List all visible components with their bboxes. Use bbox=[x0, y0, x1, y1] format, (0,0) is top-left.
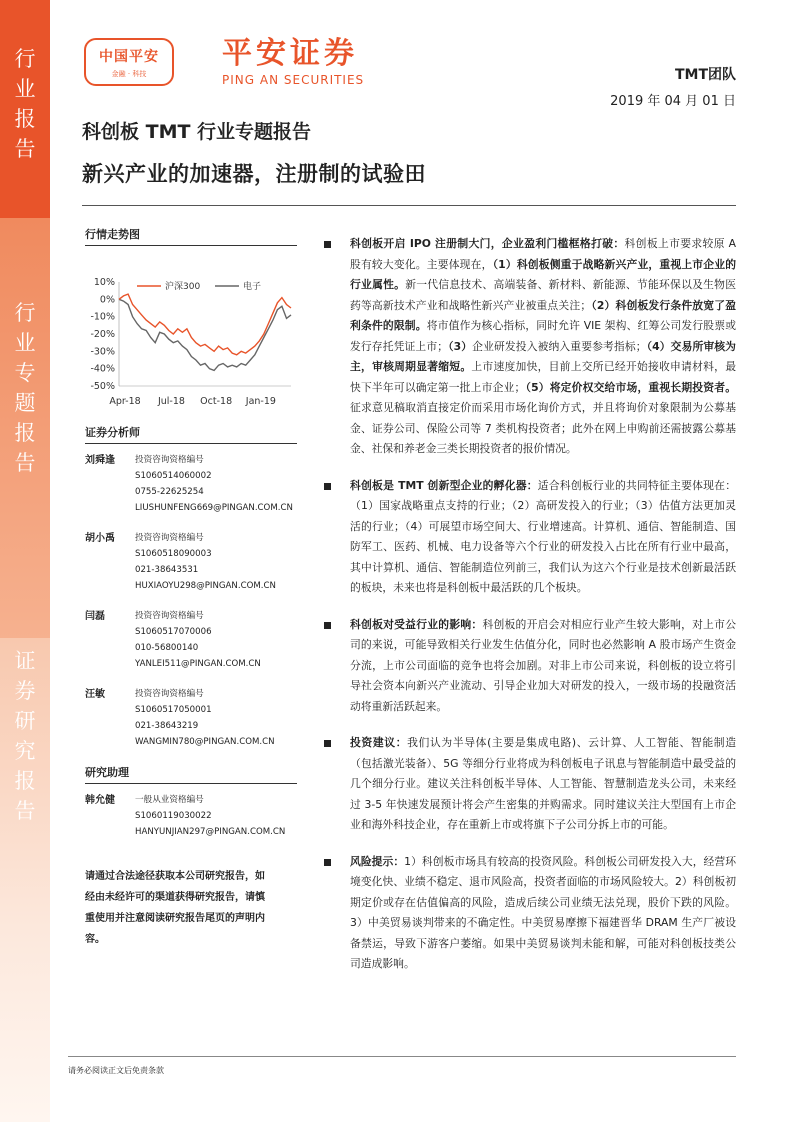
paragraph-emphasis: （3） bbox=[448, 339, 473, 353]
bullet-square-icon bbox=[324, 859, 331, 866]
chart-heading: 行情走势图 bbox=[85, 226, 297, 246]
paragraph-emphasis: （4）交易所审核为主，审核周期显著缩短。 bbox=[350, 339, 736, 373]
paragraph-text: 征求意见稿取消直接定价而采用市场化询价方式，并且将询价对象限制为公募基金、证券公司、保险公司等 7 类机构投资者；此外在网上申购前还需披露公募基金、社保和养老金三类长期投资者的报价情况。 bbox=[350, 401, 736, 455]
report-subtitle: 科创板 TMT 行业专题报告 bbox=[82, 121, 312, 143]
analyst-info-line[interactable]: HANYUNJIAN297@PINGAN.COM.CN bbox=[135, 827, 286, 837]
analyst-entry bbox=[85, 686, 297, 750]
logo1-text: 中国平安 bbox=[99, 48, 159, 65]
analyst-name: 胡小禹 bbox=[85, 533, 115, 544]
paragraph-emphasis: （5）将定价权交给市场，重视长期投资者。 bbox=[525, 380, 736, 394]
analyst-info bbox=[135, 530, 295, 594]
analyst-info-line: 一般从业资格编号 bbox=[135, 795, 204, 805]
logo2-subtext: PING AN SECURITIES bbox=[222, 73, 365, 87]
summary-paragraph bbox=[322, 852, 736, 975]
bullet-square-icon bbox=[324, 622, 331, 629]
analyst-info-line: S1060119030022 bbox=[135, 811, 212, 821]
series-line bbox=[119, 294, 291, 355]
assistant-heading: 研究助理 bbox=[85, 764, 297, 784]
bullet-square-icon bbox=[324, 740, 331, 747]
analyst-name: 闫磊 bbox=[85, 611, 105, 622]
analyst-info-line: 021-38643531 bbox=[135, 565, 199, 575]
trend-chart-svg bbox=[85, 246, 297, 416]
paragraph-emphasis: 投资建议： bbox=[350, 736, 408, 749]
paragraph-text: 科创板上市要求较原 A 股有较大变化。主要体现在， bbox=[350, 237, 737, 271]
paragraph-emphasis: 科创板对受益行业的影响： bbox=[350, 617, 483, 631]
logo1-subtext: 金融 · 科技 bbox=[111, 69, 147, 78]
x-tick-label: Jul-18 bbox=[157, 396, 185, 407]
analyst-info-line: 投资咨询资格编号 bbox=[135, 689, 204, 699]
y-tick-label: -20% bbox=[90, 329, 115, 340]
analyst-info-line[interactable]: LIUSHUNFENG669@PINGAN.COM.CN bbox=[135, 503, 293, 513]
analyst-info-line: S1060514060002 bbox=[135, 471, 212, 481]
analyst-info-line: 投资咨询资格编号 bbox=[135, 533, 204, 543]
paragraph-emphasis: （2）科创板发行条件放宽了盈利条件的限制。 bbox=[350, 298, 736, 332]
paragraph-text: 科创板的开启会对相应行业产生较大影响，对上市公司的来说，可能导致相关行业发生估值分化，同时也必然影响 A 股市场产生资金分流，上市公司面临的竞争也将会加剧。对非上市公司来说，科创板的设立将引导社会资本向新兴产业流动、引导企业加大对研发的投入，一级市场的投融资活动将重新活跃起来。 bbox=[350, 617, 737, 713]
paragraph-text: 适合科创板行业的共同特征主要体现在：（1）国家战略重点支持的行业；（2）高研发投入的行业；（3）估值方法更加灵活的行业；（4）可展望市场空间大、行业增速高。计算机、通信、智能制造、国防军工、医药、机械、电力设备等六个行业的研发投入占比在所有行业中最高，其中计算机、通信、智能制造位列前三，我们认为这六个行业是技术创新最活跃的板块，未来也将是科创板中最活跃的几个板块。 bbox=[350, 478, 737, 594]
analyst-entry bbox=[85, 792, 297, 840]
paragraph-text: 1）科创板市场具有较高的投资风险。科创板公司研发投入大，经营环境变化快、业绩不稳定、退市风险高，投资者面临的市场风险较大。2）科创板初期定价或存在估值偏高的风险，造成后续公司业绩无法兑现，股价下跌的风险。3）中美贸易谈判带来的不确定性。中美贸易摩擦下福建晋华 DRAM 生产厂被设备禁运，导致下游客户萎缩。如果中美贸易谈判未能和解，可能对科创板技类公司造成影响。 bbox=[350, 854, 737, 970]
analyst-info-line: S1060517050001 bbox=[135, 705, 212, 715]
analyst-info-line: 021-38643219 bbox=[135, 721, 199, 731]
analyst-info-line: 010-56800140 bbox=[135, 643, 199, 653]
analyst-info bbox=[135, 452, 295, 516]
analyst-name: 汪敏 bbox=[85, 689, 105, 700]
paragraph-text: 上市速度加快，目前上交所已经开始接收申请材料，最快下半年可以确定第一批上市企业； bbox=[350, 360, 736, 394]
side-label-1: 行业报告 bbox=[14, 47, 36, 161]
analyst-info-line: 投资咨询资格编号 bbox=[135, 455, 204, 465]
paragraph-emphasis: 科创板是 TMT 创新型企业的孵化器： bbox=[350, 478, 538, 492]
analyst-entry bbox=[85, 452, 297, 516]
disclaimer-notice: 请通过合法途径获取本公司研究报告，如经由未经许可的渠道获得研究报告，请慎重使用并注意阅读研究报告尾页的声明内容。 bbox=[85, 871, 265, 945]
header-divider bbox=[82, 205, 736, 206]
x-tick-label: Oct-18 bbox=[200, 396, 233, 407]
bullet-square-icon bbox=[324, 483, 331, 490]
side-label-3: 证券研究报告 bbox=[14, 649, 36, 823]
side-section-industry-report bbox=[0, 0, 50, 218]
side-section-special-report bbox=[0, 218, 50, 638]
y-tick-label: 0% bbox=[99, 294, 115, 306]
summary-paragraph bbox=[322, 615, 736, 718]
analyst-name: 刘舜逢 bbox=[85, 455, 115, 466]
paragraph-emphasis: （1）科创板侧重于战略新兴产业，重视上市企业的行业属性。 bbox=[350, 257, 736, 291]
left-column bbox=[85, 226, 297, 950]
analyst-info-line: 投资咨询资格编号 bbox=[135, 611, 204, 621]
paragraph-text: 新一代信息技术、高端装备、新材料、新能源、节能环保以及生物医药等高新技术产业和战略性新兴产业被重点关注； bbox=[350, 278, 737, 312]
analyst-info-line: S1060517070006 bbox=[135, 627, 212, 637]
y-tick-label: -10% bbox=[90, 311, 115, 323]
analyst-info bbox=[135, 608, 295, 672]
series-line bbox=[119, 299, 291, 370]
logo2-text: 平安证券 bbox=[222, 36, 358, 71]
bullet-square-icon bbox=[324, 241, 331, 248]
y-tick-label: -50% bbox=[90, 381, 115, 392]
analyst-entry bbox=[85, 530, 297, 594]
side-section-securities-research bbox=[0, 638, 50, 1122]
analyst-info bbox=[135, 792, 295, 840]
report-date: 2019 年 04 月 01 日 bbox=[610, 94, 736, 109]
analysts-heading: 证券分析师 bbox=[85, 424, 297, 444]
summary-paragraph bbox=[322, 476, 736, 599]
analyst-name: 韩允健 bbox=[85, 795, 115, 806]
team-name: TMT团队 bbox=[674, 67, 736, 83]
footer-divider bbox=[68, 1056, 736, 1057]
x-tick-label: Jan-19 bbox=[245, 396, 276, 407]
summary-paragraph bbox=[322, 733, 736, 836]
analyst-info-line: S1060518090003 bbox=[135, 549, 212, 559]
y-tick-label: 10% bbox=[93, 277, 115, 288]
side-bar bbox=[0, 0, 50, 1122]
x-tick-label: Apr-18 bbox=[109, 396, 141, 407]
market-trend-chart bbox=[85, 246, 297, 416]
paragraph-emphasis: 科创板开启 IPO 注册制大门，企业盈利门槛框格打破： bbox=[350, 237, 625, 250]
summary-column bbox=[322, 234, 736, 991]
y-tick-label: -30% bbox=[90, 346, 115, 358]
analyst-info-line[interactable]: YANLEI511@PINGAN.COM.CN bbox=[135, 659, 261, 669]
analyst-list bbox=[85, 452, 297, 750]
report-title: 新兴产业的加速器，注册制的试验田 bbox=[82, 162, 426, 186]
analyst-info-line[interactable]: HUXIAOYU298@PINGAN.COM.CN bbox=[135, 581, 276, 591]
footer-text: 请务必阅读正文后免责条款 bbox=[68, 1066, 164, 1075]
analyst-info bbox=[135, 686, 295, 750]
analyst-info-line[interactable]: WANGMIN780@PINGAN.COM.CN bbox=[135, 737, 275, 747]
ping-an-group-logo bbox=[84, 38, 174, 86]
paragraph-text: 将市值作为核心指标，同时允许 VIE 架构、红筹公司发行股票或发行存托凭证上市； bbox=[350, 319, 736, 353]
assistant-list bbox=[85, 792, 297, 840]
legend-label: 电子 bbox=[243, 282, 262, 292]
ping-an-securities-logo bbox=[222, 36, 364, 87]
legend-label: 沪深300 bbox=[165, 282, 201, 292]
analyst-entry bbox=[85, 608, 297, 672]
side-label-2: 行业专题报告 bbox=[14, 301, 36, 475]
analyst-info-line: 0755-22625254 bbox=[135, 487, 204, 497]
y-tick-label: -40% bbox=[90, 363, 115, 375]
paragraph-text: 我们认为半导体(主要是集成电路)、云计算、人工智能、智能制造（包括激光装备）、5G 等细分行业将成为科创板电子讯息与智能制造中最受益的几个细分行业。建议关注科创板半导体、人工智能、智慧制造龙头公司，未来经过 3-5 年快速发展预计将会产生密集的并购需求。同时建议关注大型国有上市企业和海外科技企业，存在重新上市或将旗下子公司分拆上市的可能。 bbox=[350, 736, 736, 831]
paragraph-emphasis: 风险提示： bbox=[350, 854, 405, 868]
paragraph-text: 企业研发投入被纳入重要参考指标； bbox=[472, 339, 647, 353]
summary-paragraph bbox=[322, 234, 736, 460]
